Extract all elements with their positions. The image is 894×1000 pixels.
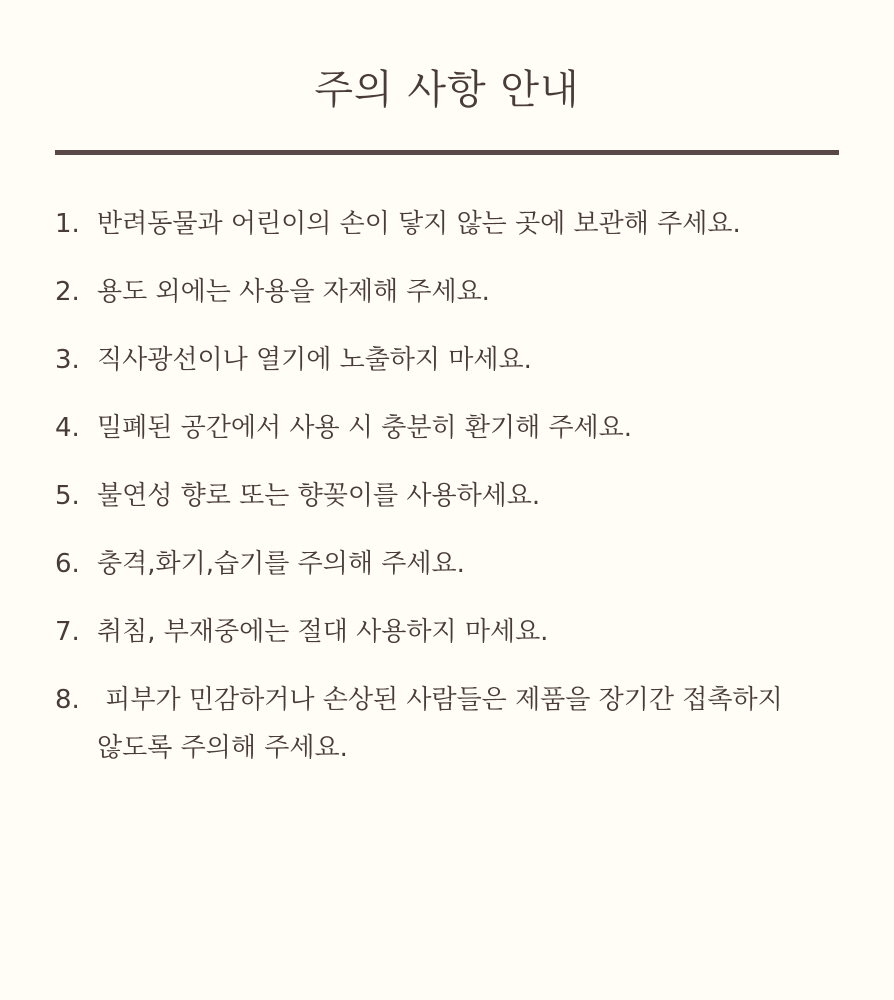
item-text: 충격,화기,습기를 주의해 주세요.: [97, 549, 465, 579]
list-item: [55, 268, 845, 316]
list-item: [55, 540, 845, 588]
item-text: 밀폐된 공간에서 사용 시 충분히 환기해 주세요.: [97, 413, 633, 443]
item-number: 6.: [55, 549, 80, 579]
item-text: 취침, 부재중에는 절대 사용하지 마세요.: [97, 617, 549, 647]
list-item: [55, 200, 845, 248]
item-text: 용도 외에는 사용을 자제해 주세요.: [97, 277, 490, 307]
item-number: 3.: [55, 345, 80, 375]
item-number: 5.: [55, 481, 80, 511]
item-text: 피부가 민감하거나 손상된 사람들은 제품을 장기간 접촉하지 않도록 주의해 주세요.: [97, 685, 792, 763]
page-title: 주의 사항 안내: [314, 67, 580, 113]
item-text: 불연성 향로 또는 향꽂이를 사용하세요.: [97, 481, 541, 511]
list-item: [55, 404, 845, 452]
item-text: 반려동물과 어린이의 손이 닿지 않는 곳에 보관해 주세요.: [97, 209, 741, 239]
item-number: 1.: [55, 209, 80, 239]
list-item: [55, 472, 845, 520]
list-item: [55, 336, 845, 384]
item-text: 직사광선이나 열기에 노출하지 마세요.: [97, 345, 532, 375]
title-divider: [55, 150, 839, 155]
list-item: [55, 608, 845, 656]
item-number: 4.: [55, 413, 80, 443]
item-number: 8.: [55, 685, 80, 715]
item-number: 7.: [55, 617, 80, 647]
list-item: [55, 676, 845, 772]
item-number: 2.: [55, 277, 80, 307]
caution-list: [55, 200, 845, 792]
